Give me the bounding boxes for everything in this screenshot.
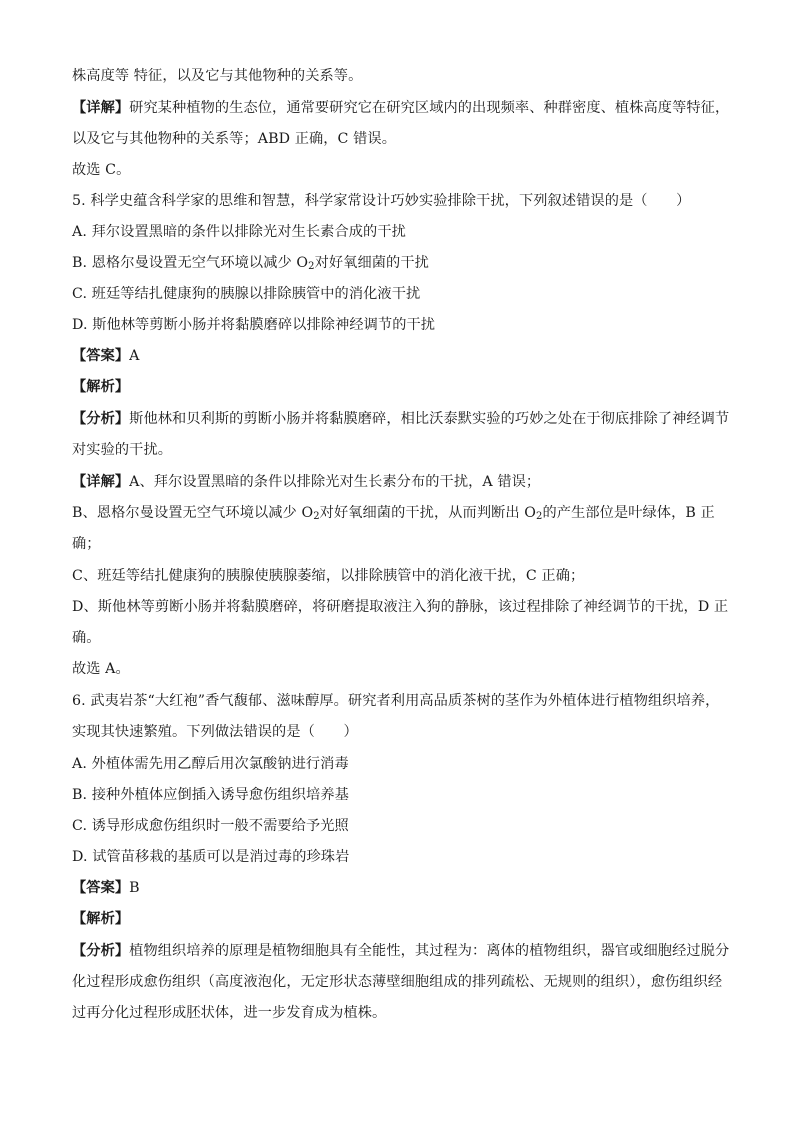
choice-conclusion: 故选 C。	[72, 162, 131, 178]
answer-6: 【答案】B	[72, 880, 140, 896]
answer-5: 【答案】A	[72, 348, 140, 364]
text-line: 以及它与其他物种的关系等；ABD 正确，C 错误。	[72, 131, 396, 147]
detail-5-c: C、班廷等结扎健康狗的胰腺使胰腺萎缩，以排除胰管中的消化液干扰，C 正确；	[72, 568, 585, 584]
question-6-option-c: C. 诱导形成愈伤组织时一般不需要给予光照	[72, 818, 349, 834]
detail-5-a: 【详解】A、拜尔设置黑暗的条件以排除光对生长素分布的干扰，A 错误；	[72, 474, 541, 490]
text-line: 株高度等 特征，以及它与其他物种的关系等。	[72, 68, 363, 84]
choice-conclusion: 故选 A。	[72, 661, 130, 677]
analysis-5-para: 【分析】斯他林和贝利斯的剪断小肠并将黏膜磨碎，相比沃泰默实验的巧妙之处在于彻底排除了神经调节	[72, 411, 730, 427]
question-5-option-b: B. 恩格尔曼设置无空气环境以减少 $O_2$对好氧细菌的干扰	[72, 255, 429, 272]
detail-5-b: B、恩格尔曼设置无空气环境以减少 $O_2$对好氧细菌的干扰，从而判断出 $O_2$的产生部位是叶绿体，B 正	[72, 505, 715, 522]
question-5-option-c: C. 班廷等结扎健康狗的胰腺以排除胰管中的消化液干扰	[72, 286, 421, 302]
text-line: 对实验的干扰。	[72, 442, 173, 458]
question-6-option-a: A. 外植体需先用乙醇后用次氯酸钠进行消毒	[72, 756, 349, 772]
question-5-option-a: A. 拜尔设置黑暗的条件以排除光对生长素合成的干扰	[72, 224, 406, 240]
question-5-option-d: D. 斯他林等剪断小肠并将黏膜磨碎以排除神经调节的干扰	[72, 317, 436, 333]
text-line: 确。	[72, 630, 101, 646]
detail-5-d: D、斯他林等剪断小肠并将黏膜磨碎，将研磨提取液注入狗的静脉，该过程排除了神经调节的干扰，D 正	[72, 599, 729, 615]
question-6-option-b: B. 接种外植体应倒插入诱导愈伤组织培养基	[72, 787, 349, 803]
text-line: 实现其快速繁殖。下列做法错误的是（ ）	[72, 724, 358, 740]
detail-paragraph: 【详解】研究某种植物的生态位，通常要研究它在研究区域内的出现频率、种群密度、植株高度等特征，	[72, 100, 730, 116]
question-5-stem: 5. 科学史蕴含科学家的思维和智慧，科学家常设计巧妙实验排除干扰，下列叙述错误的是（ ）	[72, 193, 691, 209]
analysis-6-header: 【解析】	[72, 911, 130, 927]
analysis-6-para: 【分析】植物组织培养的原理是植物细胞具有全能性，其过程为：离体的植物组织，器官或细胞经过脱分	[72, 943, 730, 959]
text-line: 过再分化过程形成胚状体，进一步发育成为植株。	[72, 1005, 387, 1021]
question-6-option-d: D. 试管苗移栽的基质可以是消过毒的珍珠岩	[72, 849, 350, 865]
question-6-stem: 6. 武夷岩茶“大红袍”香气馥郁、滋味醇厚。研究者利用高品质茶树的茎作为外植体进行植物组织培养，	[72, 693, 720, 709]
text-line: 化过程形成愈伤组织（高度液泡化，无定形状态薄壁细胞组成的排列疏松、无规则的组织），愈伤组织经	[72, 974, 723, 990]
detail-label: 【详解】	[72, 100, 130, 116]
analysis-5-header: 【解析】	[72, 379, 130, 395]
text-line: 确；	[72, 536, 101, 552]
